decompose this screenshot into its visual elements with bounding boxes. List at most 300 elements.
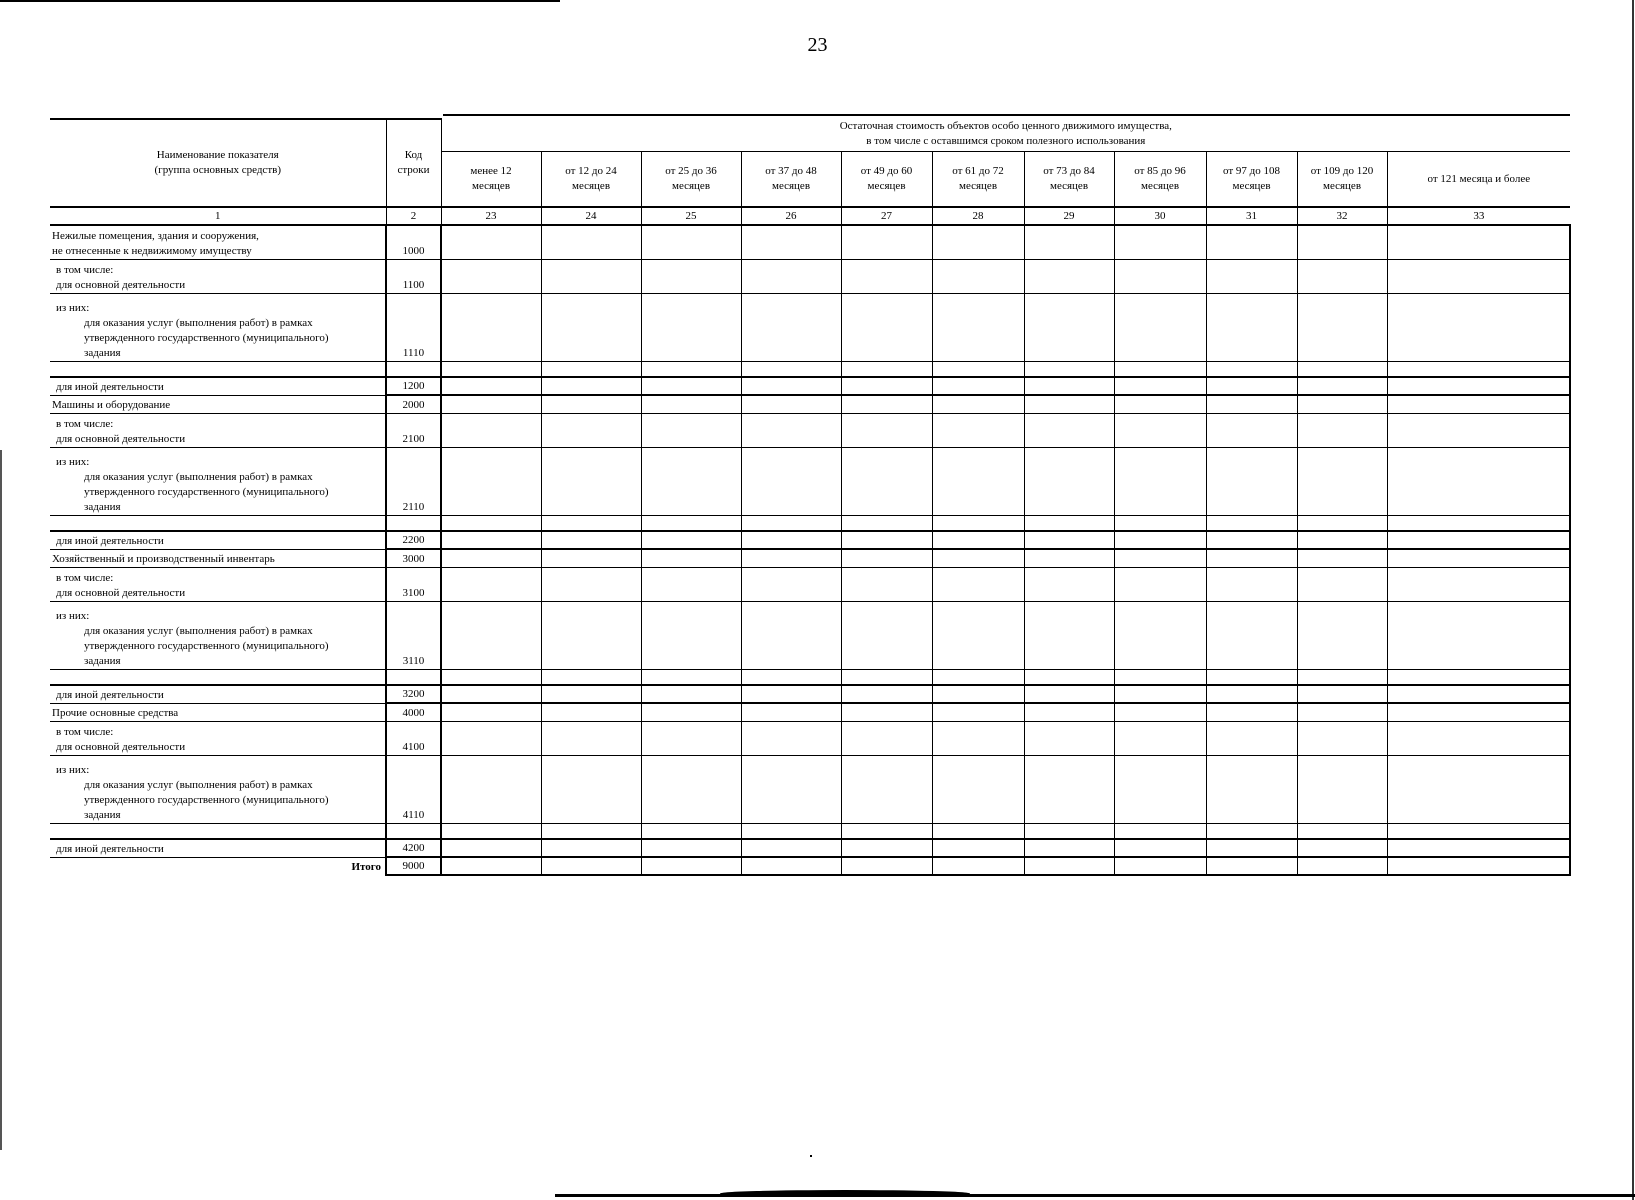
- value-cell[interactable]: [1297, 225, 1387, 259]
- value-cell[interactable]: [441, 685, 541, 703]
- value-cell[interactable]: [932, 361, 1024, 377]
- text-line: строки: [397, 164, 430, 176]
- text-line: задания: [84, 500, 121, 513]
- text-line: месяцев: [571, 180, 611, 192]
- value-cell[interactable]: [1297, 361, 1387, 377]
- table-row: [50, 293, 1570, 361]
- value-cell[interactable]: [1114, 515, 1206, 531]
- value-cell[interactable]: [741, 839, 841, 857]
- value-cell[interactable]: [932, 293, 1024, 361]
- value-cell[interactable]: [1206, 225, 1297, 259]
- value-cell[interactable]: [541, 755, 641, 823]
- value-cell[interactable]: [841, 225, 932, 259]
- value-cell[interactable]: [1387, 413, 1570, 447]
- row-line-code: 4110: [386, 755, 441, 823]
- value-cell[interactable]: [541, 857, 641, 875]
- value-cell[interactable]: [841, 601, 932, 669]
- value-cell[interactable]: [1024, 685, 1114, 703]
- value-cell[interactable]: [1387, 377, 1570, 395]
- value-cell[interactable]: [841, 259, 932, 293]
- value-cell[interactable]: [541, 377, 641, 395]
- value-cell[interactable]: [841, 531, 932, 549]
- value-cell[interactable]: [1387, 857, 1570, 875]
- table-row: [50, 531, 1570, 549]
- text-line: Итого: [351, 861, 381, 874]
- value-cell[interactable]: [841, 857, 932, 875]
- value-cell[interactable]: [1387, 669, 1570, 685]
- value-cell[interactable]: [1024, 839, 1114, 857]
- value-cell[interactable]: [932, 669, 1024, 685]
- value-cell[interactable]: [441, 515, 541, 531]
- value-cell[interactable]: [741, 823, 841, 839]
- value-cell[interactable]: [741, 721, 841, 755]
- value-cell[interactable]: [1206, 447, 1297, 515]
- value-cell[interactable]: [441, 857, 541, 875]
- header-period-6: [932, 152, 1024, 208]
- value-cell[interactable]: [541, 515, 641, 531]
- value-cell[interactable]: [1387, 259, 1570, 293]
- value-cell[interactable]: [1114, 395, 1206, 413]
- value-cell[interactable]: [641, 839, 741, 857]
- value-cell[interactable]: [641, 293, 741, 361]
- value-cell[interactable]: [1206, 413, 1297, 447]
- value-cell[interactable]: [541, 447, 641, 515]
- value-cell[interactable]: [441, 755, 541, 823]
- value-cell[interactable]: [1024, 377, 1114, 395]
- text-line: из них:: [56, 764, 90, 777]
- value-cell[interactable]: [641, 567, 741, 601]
- value-cell[interactable]: [1024, 531, 1114, 549]
- text-line: для оказания услуг (выполнения работ) в рамках: [84, 778, 313, 791]
- value-cell[interactable]: [1024, 225, 1114, 259]
- value-cell[interactable]: [741, 395, 841, 413]
- value-cell[interactable]: [1024, 361, 1114, 377]
- value-cell[interactable]: [1114, 531, 1206, 549]
- header-top-rule: [443, 114, 1570, 116]
- value-cell[interactable]: [441, 531, 541, 549]
- value-cell[interactable]: [741, 293, 841, 361]
- value-cell[interactable]: [841, 549, 932, 567]
- value-cell[interactable]: [1297, 549, 1387, 567]
- text-line: утвержденного государственного (муниципального): [84, 793, 329, 806]
- value-cell[interactable]: [1114, 361, 1206, 377]
- value-cell[interactable]: [441, 259, 541, 293]
- value-cell[interactable]: [441, 395, 541, 413]
- value-cell[interactable]: [841, 293, 932, 361]
- row-indicator-name: [50, 225, 386, 259]
- text-line: месяцев: [671, 180, 711, 192]
- value-cell[interactable]: [641, 549, 741, 567]
- value-cell[interactable]: [841, 823, 932, 839]
- value-cell[interactable]: [541, 703, 641, 721]
- value-cell[interactable]: [641, 225, 741, 259]
- value-cell[interactable]: [441, 601, 541, 669]
- value-cell[interactable]: [841, 447, 932, 515]
- value-cell[interactable]: [1387, 395, 1570, 413]
- row-indicator-name: [50, 549, 386, 567]
- value-cell[interactable]: [1114, 601, 1206, 669]
- row-line-code: 4200: [386, 839, 441, 857]
- value-cell[interactable]: [1206, 293, 1297, 361]
- value-cell[interactable]: [1114, 567, 1206, 601]
- value-cell[interactable]: [541, 395, 641, 413]
- value-cell[interactable]: [932, 395, 1024, 413]
- column-number: 27: [841, 207, 932, 225]
- value-cell[interactable]: [1114, 703, 1206, 721]
- value-cell[interactable]: [541, 549, 641, 567]
- value-cell[interactable]: [932, 413, 1024, 447]
- value-cell[interactable]: [1206, 703, 1297, 721]
- value-cell[interactable]: [1024, 567, 1114, 601]
- value-cell[interactable]: [1024, 549, 1114, 567]
- value-cell[interactable]: [1114, 225, 1206, 259]
- value-cell[interactable]: [441, 225, 541, 259]
- value-cell[interactable]: [841, 361, 932, 377]
- value-cell[interactable]: [1387, 685, 1570, 703]
- text-line: в том числе с оставшимся сроком полезного использования: [866, 134, 1146, 147]
- value-cell[interactable]: [1114, 377, 1206, 395]
- value-cell[interactable]: [932, 823, 1024, 839]
- value-cell[interactable]: [541, 259, 641, 293]
- value-cell[interactable]: [1024, 857, 1114, 875]
- value-cell[interactable]: [1297, 721, 1387, 755]
- text-line: от 121 месяца и более: [1427, 172, 1531, 185]
- text-line: для основной деятельности: [56, 586, 186, 599]
- row-line-code: 9000: [386, 857, 441, 875]
- value-cell[interactable]: [1024, 413, 1114, 447]
- table-row: [50, 823, 1570, 839]
- text-line: задания: [84, 654, 121, 667]
- value-cell[interactable]: [741, 567, 841, 601]
- value-cell[interactable]: [1297, 685, 1387, 703]
- value-cell[interactable]: [932, 601, 1024, 669]
- value-cell[interactable]: [741, 601, 841, 669]
- text-line: (группа основных средств): [154, 164, 281, 176]
- value-cell[interactable]: [641, 721, 741, 755]
- value-cell[interactable]: [1114, 685, 1206, 703]
- text-line: месяцев: [471, 180, 511, 192]
- value-cell[interactable]: [1297, 447, 1387, 515]
- value-cell[interactable]: [1297, 395, 1387, 413]
- value-cell[interactable]: [841, 755, 932, 823]
- value-cell[interactable]: [541, 839, 641, 857]
- text-line: от 73 до 84: [1043, 165, 1095, 178]
- row-line-code: [386, 823, 441, 839]
- text-line: утвержденного государственного (муниципального): [84, 331, 329, 344]
- value-cell[interactable]: [841, 413, 932, 447]
- row-indicator-name: [50, 395, 386, 413]
- value-cell[interactable]: [1024, 259, 1114, 293]
- value-cell[interactable]: [1387, 703, 1570, 721]
- value-cell[interactable]: [741, 225, 841, 259]
- value-cell[interactable]: [1114, 549, 1206, 567]
- value-cell[interactable]: [841, 721, 932, 755]
- row-line-code: 1100: [386, 259, 441, 293]
- header-period-1: [441, 152, 541, 208]
- text-line: для оказания услуг (выполнения работ) в рамках: [84, 624, 313, 637]
- value-cell[interactable]: [741, 447, 841, 515]
- value-cell[interactable]: [641, 531, 741, 549]
- value-cell[interactable]: [1387, 721, 1570, 755]
- value-cell[interactable]: [932, 857, 1024, 875]
- value-cell[interactable]: [1387, 531, 1570, 549]
- value-cell[interactable]: [1297, 703, 1387, 721]
- value-cell[interactable]: [1206, 377, 1297, 395]
- value-cell[interactable]: [1024, 669, 1114, 685]
- value-cell[interactable]: [641, 755, 741, 823]
- value-cell[interactable]: [1024, 293, 1114, 361]
- value-cell[interactable]: [1206, 531, 1297, 549]
- value-cell[interactable]: [1206, 259, 1297, 293]
- value-cell[interactable]: [932, 567, 1024, 601]
- row-indicator-name: [50, 515, 386, 531]
- value-cell[interactable]: [641, 377, 741, 395]
- value-cell[interactable]: [1297, 515, 1387, 531]
- value-cell[interactable]: [1024, 395, 1114, 413]
- column-number: 33: [1387, 207, 1570, 225]
- text-line: Остаточная стоимость объектов особо ценного движимого имущества,: [839, 120, 1172, 132]
- value-cell[interactable]: [932, 703, 1024, 721]
- value-cell[interactable]: [932, 839, 1024, 857]
- value-cell[interactable]: [1206, 685, 1297, 703]
- value-cell[interactable]: [1206, 601, 1297, 669]
- value-cell[interactable]: [1387, 515, 1570, 531]
- value-cell[interactable]: [641, 515, 741, 531]
- value-cell[interactable]: [932, 225, 1024, 259]
- row-indicator-name: [50, 601, 386, 669]
- table-row: [50, 839, 1570, 857]
- value-cell[interactable]: [932, 259, 1024, 293]
- text-line: в том числе:: [56, 263, 114, 276]
- value-cell[interactable]: [441, 721, 541, 755]
- value-cell[interactable]: [932, 447, 1024, 515]
- value-cell[interactable]: [1387, 755, 1570, 823]
- value-cell[interactable]: [441, 549, 541, 567]
- row-indicator-name: [50, 567, 386, 601]
- value-cell[interactable]: [841, 515, 932, 531]
- text-line: для оказания услуг (выполнения работ) в рамках: [84, 316, 313, 329]
- value-cell[interactable]: [641, 395, 741, 413]
- value-cell[interactable]: [1206, 721, 1297, 755]
- value-cell[interactable]: [441, 447, 541, 515]
- value-cell[interactable]: [841, 703, 932, 721]
- value-cell[interactable]: [741, 515, 841, 531]
- value-cell[interactable]: [1206, 567, 1297, 601]
- value-cell[interactable]: [641, 361, 741, 377]
- row-indicator-name: [50, 685, 386, 703]
- value-cell[interactable]: [641, 703, 741, 721]
- value-cell[interactable]: [1297, 259, 1387, 293]
- value-cell[interactable]: [1297, 531, 1387, 549]
- header-period-10: [1297, 152, 1387, 208]
- value-cell[interactable]: [1114, 259, 1206, 293]
- value-cell[interactable]: [441, 839, 541, 857]
- value-cell[interactable]: [741, 361, 841, 377]
- value-cell[interactable]: [741, 377, 841, 395]
- text-line: задания: [84, 346, 121, 359]
- text-line: утвержденного государственного (муниципального): [84, 639, 329, 652]
- value-cell[interactable]: [1024, 601, 1114, 669]
- value-cell[interactable]: [541, 669, 641, 685]
- value-cell[interactable]: [1114, 857, 1206, 875]
- value-cell[interactable]: [1206, 549, 1297, 567]
- value-cell[interactable]: [641, 685, 741, 703]
- value-cell[interactable]: [1206, 823, 1297, 839]
- value-cell[interactable]: [932, 549, 1024, 567]
- value-cell[interactable]: [641, 447, 741, 515]
- value-cell[interactable]: [1114, 413, 1206, 447]
- value-cell[interactable]: [441, 361, 541, 377]
- value-cell[interactable]: [1024, 703, 1114, 721]
- value-cell[interactable]: [741, 685, 841, 703]
- value-cell[interactable]: [741, 703, 841, 721]
- text-line: месяцев: [1322, 180, 1362, 192]
- value-cell[interactable]: [441, 703, 541, 721]
- value-cell[interactable]: [1297, 755, 1387, 823]
- value-cell[interactable]: [1387, 447, 1570, 515]
- value-cell[interactable]: [741, 413, 841, 447]
- value-cell[interactable]: [1297, 413, 1387, 447]
- value-cell[interactable]: [541, 721, 641, 755]
- value-cell[interactable]: [1297, 601, 1387, 669]
- value-cell[interactable]: [441, 823, 541, 839]
- header-period-2: [541, 152, 641, 208]
- value-cell[interactable]: [841, 567, 932, 601]
- value-cell[interactable]: [1114, 721, 1206, 755]
- value-cell[interactable]: [1387, 839, 1570, 857]
- value-cell[interactable]: [932, 515, 1024, 531]
- header-period-11: [1387, 152, 1570, 208]
- value-cell[interactable]: [1387, 225, 1570, 259]
- value-cell[interactable]: [541, 293, 641, 361]
- residual-value-table: [50, 118, 1571, 876]
- value-cell[interactable]: [541, 823, 641, 839]
- value-cell[interactable]: [541, 225, 641, 259]
- row-line-code: [386, 669, 441, 685]
- value-cell[interactable]: [1114, 669, 1206, 685]
- value-cell[interactable]: [1297, 669, 1387, 685]
- value-cell[interactable]: [641, 601, 741, 669]
- value-cell[interactable]: [1024, 515, 1114, 531]
- value-cell[interactable]: [641, 413, 741, 447]
- value-cell[interactable]: [641, 259, 741, 293]
- value-cell[interactable]: [741, 755, 841, 823]
- value-cell[interactable]: [932, 721, 1024, 755]
- value-cell[interactable]: [841, 377, 932, 395]
- value-cell[interactable]: [1206, 755, 1297, 823]
- value-cell[interactable]: [1297, 839, 1387, 857]
- value-cell[interactable]: [441, 293, 541, 361]
- value-cell[interactable]: [1297, 293, 1387, 361]
- row-indicator-name: [50, 413, 386, 447]
- value-cell[interactable]: [841, 669, 932, 685]
- row-indicator-name: [50, 703, 386, 721]
- value-cell[interactable]: [541, 413, 641, 447]
- text-line: Наименование показателя: [156, 149, 279, 162]
- value-cell[interactable]: [1024, 823, 1114, 839]
- table-row: [50, 755, 1570, 823]
- value-cell[interactable]: [741, 669, 841, 685]
- value-cell[interactable]: [1206, 669, 1297, 685]
- value-cell[interactable]: [1297, 823, 1387, 839]
- value-cell[interactable]: [741, 259, 841, 293]
- value-cell[interactable]: [1114, 823, 1206, 839]
- value-cell[interactable]: [932, 755, 1024, 823]
- value-cell[interactable]: [1024, 721, 1114, 755]
- row-indicator-name: [50, 823, 386, 839]
- column-number: 28: [932, 207, 1024, 225]
- value-cell[interactable]: [1297, 567, 1387, 601]
- value-cell[interactable]: [932, 685, 1024, 703]
- value-cell[interactable]: [1114, 293, 1206, 361]
- value-cell[interactable]: [1297, 857, 1387, 875]
- text-line: не отнесенные к недвижимому имуществу: [52, 244, 252, 257]
- row-line-code: 3000: [386, 549, 441, 567]
- row-line-code: 1000: [386, 225, 441, 259]
- value-cell[interactable]: [1387, 549, 1570, 567]
- value-cell[interactable]: [1297, 377, 1387, 395]
- value-cell[interactable]: [541, 567, 641, 601]
- value-cell[interactable]: [1206, 361, 1297, 377]
- value-cell[interactable]: [841, 839, 932, 857]
- table-row: [50, 549, 1570, 567]
- value-cell[interactable]: [741, 531, 841, 549]
- value-cell[interactable]: [1206, 515, 1297, 531]
- column-number: 24: [541, 207, 641, 225]
- value-cell[interactable]: [1114, 839, 1206, 857]
- value-cell[interactable]: [1024, 447, 1114, 515]
- value-cell[interactable]: [1387, 823, 1570, 839]
- value-cell[interactable]: [841, 395, 932, 413]
- value-cell[interactable]: [541, 531, 641, 549]
- value-cell[interactable]: [741, 549, 841, 567]
- value-cell[interactable]: [441, 567, 541, 601]
- value-cell[interactable]: [1114, 755, 1206, 823]
- value-cell[interactable]: [932, 531, 1024, 549]
- value-cell[interactable]: [841, 685, 932, 703]
- value-cell[interactable]: [1114, 447, 1206, 515]
- value-cell[interactable]: [1387, 361, 1570, 377]
- table-row: [50, 857, 1570, 875]
- text-line: менее 12: [470, 165, 512, 178]
- text-line: для иной деятельности: [56, 534, 164, 547]
- text-line: от 85 до 96: [1134, 165, 1186, 178]
- value-cell[interactable]: [1387, 567, 1570, 601]
- value-cell[interactable]: [1387, 293, 1570, 361]
- column-number: 2: [386, 207, 441, 225]
- value-cell[interactable]: [541, 361, 641, 377]
- value-cell[interactable]: [541, 685, 641, 703]
- value-cell[interactable]: [741, 857, 841, 875]
- value-cell[interactable]: [641, 857, 741, 875]
- header-period-4: [741, 152, 841, 208]
- value-cell[interactable]: [441, 413, 541, 447]
- value-cell[interactable]: [541, 601, 641, 669]
- value-cell[interactable]: [1206, 395, 1297, 413]
- value-cell[interactable]: [1206, 857, 1297, 875]
- text-line: задания: [84, 808, 121, 821]
- value-cell[interactable]: [932, 377, 1024, 395]
- text-line: от 109 до 120: [1310, 165, 1374, 178]
- value-cell[interactable]: [441, 669, 541, 685]
- value-cell[interactable]: [1024, 755, 1114, 823]
- value-cell[interactable]: [641, 823, 741, 839]
- value-cell[interactable]: [1387, 601, 1570, 669]
- text-line: месяцев: [958, 180, 998, 192]
- value-cell[interactable]: [1206, 839, 1297, 857]
- value-cell[interactable]: [441, 377, 541, 395]
- value-cell[interactable]: [641, 669, 741, 685]
